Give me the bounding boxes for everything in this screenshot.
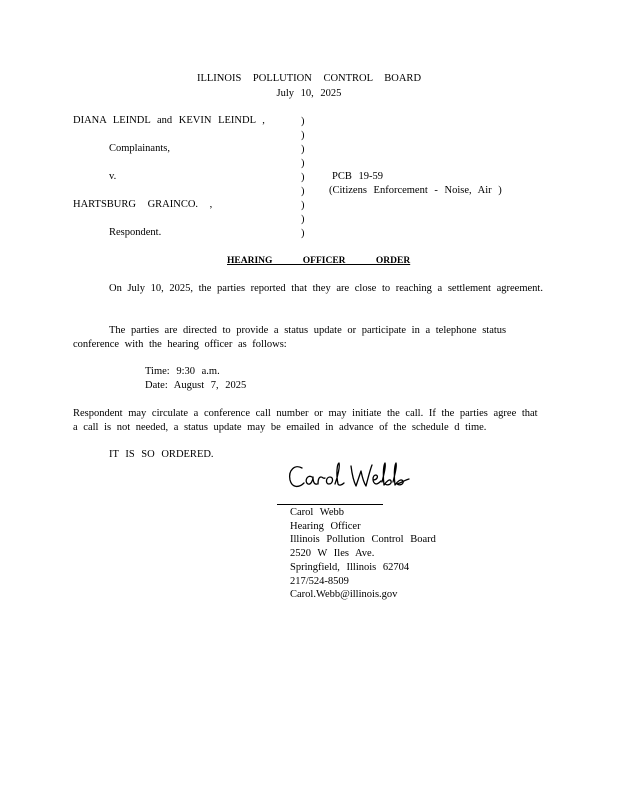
paren: ) [301, 130, 305, 141]
signer-address-line1: 2520 W Iles Ave. [290, 548, 375, 560]
paragraph-call-instructions: Respondent may circulate a conference call number or may initiate the call. If the parties agree that a call is not needed, a status update may be emailed in advance of the schedule d time. [73, 408, 538, 433]
case-number: PCB 19-59 [332, 171, 383, 182]
closing-statement: IT IS SO ORDERED. [109, 449, 214, 460]
order-date: July 10, 2025 [276, 88, 342, 99]
signer-phone: 217/524-8509 [290, 575, 349, 587]
paren: ) [301, 186, 305, 197]
paren: ) [301, 172, 305, 183]
caption-parentheses [301, 115, 311, 241]
respondent-label: Respondent. [109, 227, 162, 238]
paragraph-directive: The parties are directed to provide a status update or participate in a telephone status conference with the hearing officer as follows: [73, 325, 507, 350]
signer-name: Carol Webb [290, 507, 344, 518]
complainants-names: DIANA LEINDL and KEVIN LEINDL , [73, 115, 265, 126]
respondent-name: HARTSBURG GRAINCO. , [73, 199, 213, 210]
paren: ) [301, 228, 305, 239]
order-title: HEARING OFFICER ORDER [227, 256, 411, 266]
signature-line [277, 504, 383, 505]
hearing-time: Time: 9:30 a.m. [145, 366, 220, 377]
case-type: (Citizens Enforcement - Noise, Air ) [329, 185, 502, 196]
paren: ) [301, 214, 305, 225]
handwritten-signature [285, 458, 415, 498]
signer-email: Carol.Webb@illinois.gov [290, 589, 398, 601]
paren: ) [301, 144, 305, 155]
hearing-date: Date: August 7, 2025 [145, 380, 247, 391]
paragraph-status: On July 10, 2025, the parties reported that they are close to reaching a settlement agreement. [109, 283, 543, 294]
signer-organization: Illinois Pollution Control Board [290, 534, 436, 546]
signature-block [290, 506, 436, 602]
paren: ) [301, 158, 305, 169]
signer-title: Hearing Officer [290, 520, 361, 532]
signer-address-line2: Springfield, Illinois 62704 [290, 561, 410, 573]
paren: ) [301, 116, 305, 127]
agency-heading: ILLINOIS POLLUTION CONTROL BOARD [196, 73, 422, 84]
versus-label: v. [109, 171, 117, 182]
paren: ) [301, 200, 305, 211]
complainants-label: Complainants, [109, 143, 170, 154]
